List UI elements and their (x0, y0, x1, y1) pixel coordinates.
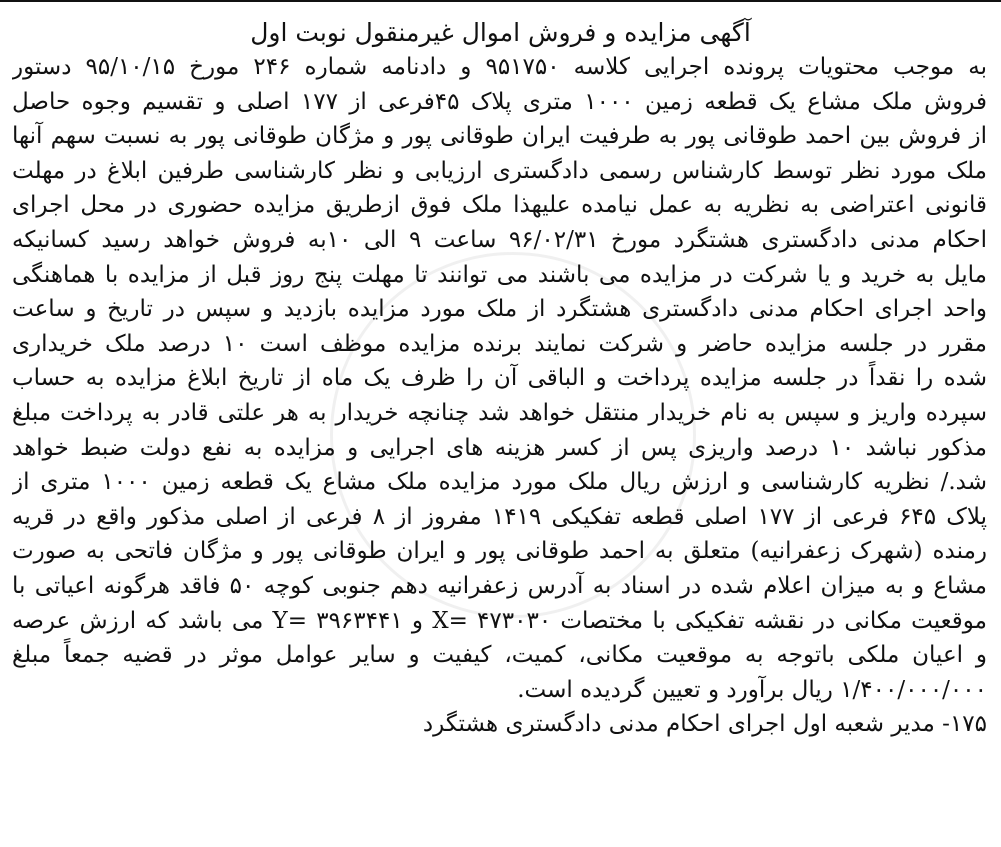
notice-line: شد./ نظریه کارشناسی و ارزش ریال ملک مورد مزایده ملک مشاع یک قطعه زمین ۱۰۰۰ متری از (12, 469, 987, 496)
notice-line: و اعیان ملکی باتوجه به موقعیت مکانی، کمیت، کیفیت و سایر عوامل موثر در قضیه جمعاً مبلغ (12, 642, 987, 669)
notice-line: ملک مورد نظر توسط کارشناس رسمی دادگستری ارزیابی و نظر کارشناسی طرفین ابلاغ در مهلت (12, 157, 987, 184)
notice-line: مقرر در جلسه مزایده حاضر و شرکت نمایند برنده مزایده موظف است ۱۰ درصد ملک خریداری (12, 330, 987, 357)
notice-line: سپرده واریز و سپس به نام خریدار منتقل خواهد شد چنانچه خریدار به هر علتی قادر به پرداخت مبلغ (12, 399, 987, 426)
notice-line: مایل به خرید و یا شرکت در مزایده می باشند می توانند تا مهلت پنج روز قبل از مزایده با هماهنگی (12, 261, 987, 288)
notice-title: آگهی مزایده و فروش اموال غیرمنقول نوبت اول (250, 18, 751, 47)
notice-line: پلاک ۶۴۵ فرعی از ۱۷۷ اصلی قطعه تفکیکی ۱۴۱۹ مفروز از ۸ فرعی از اصلی مذکور واقع در قریه (12, 503, 987, 530)
notice-line: موقعیت مکانی در نقشه تفکیکی با مختصات X= ۴۷۳۰۳۰ و Y= ۳۹۶۳۴۴۱ می باشد که ارزش عرصه (12, 607, 987, 634)
notice-line: ۱/۴۰۰/۰۰۰/۰۰۰ ریال برآورد و تعیین گردیده است. (517, 676, 987, 703)
notice-body (0, 50, 1001, 707)
notice-signature: ۱۷۵- مدیر شعبه اول اجرای احکام مدنی دادگستری هشتگرد (422, 711, 987, 738)
notice-line: مشاع و به میزان اعلام شده در اسناد به آدرس زعفرانیه دهم جنوبی کوچه ۵۰ فاقد هرگونه اعیاتی با (12, 572, 987, 599)
notice-line: به موجب محتویات پرونده اجرایی کلاسه ۹۵۱۷۵۰ و دادنامه شماره ۲۴۶ مورخ ۹۵/۱۰/۱۵ دستور (12, 54, 987, 80)
notice-line: فروش ملک مشاع یک قطعه زمین ۱۰۰۰ متری پلاک ۴۵فرعی از ۱۷۷ اصلی و تقسیم وجوه حاصل (12, 88, 987, 115)
notice-line: مذکور نباشد ۱۰ درصد واریزی پس از کسر هزینه های اجرایی و مزایده به نفع دولت ضبط خواهد (12, 434, 987, 461)
notice-line: واحد اجرای احکام مدنی دادگستری هشتگرد از ملک مورد مزایده بازدید و سپس در تاریخ و ساعت (12, 296, 987, 323)
notice-line: احکام مدنی دادگستری هشتگرد مورخ ۹۶/۰۲/۳۱ ساعت ۹ الی ۱۰به فروش خواهد رسید کسانیکه (12, 226, 987, 253)
notice-line: رمنده (شهرک زعفرانیه) متعلق به احمد طوقانی پور و ایران طوقانی پور و مژگان فاتحی به صورت (12, 538, 987, 565)
notice-line: از فروش بین احمد طوقانی پور به طرفیت ایران طوقانی پور و مژگان طوقانی پور به نسبت سهم آنها (12, 123, 987, 150)
notice-line: شده را نقداً در جلسه مزایده پرداخت و الباقی آن را ظرف یک ماه از تاریخ ابلاغ مزایده به حساب (12, 365, 987, 392)
notice-line: قانونی اعتراضی به نظریه به عمل نیامده علیهذا ملک فوق ازطریق مزایده حضوری در محل اجرای (12, 192, 987, 219)
